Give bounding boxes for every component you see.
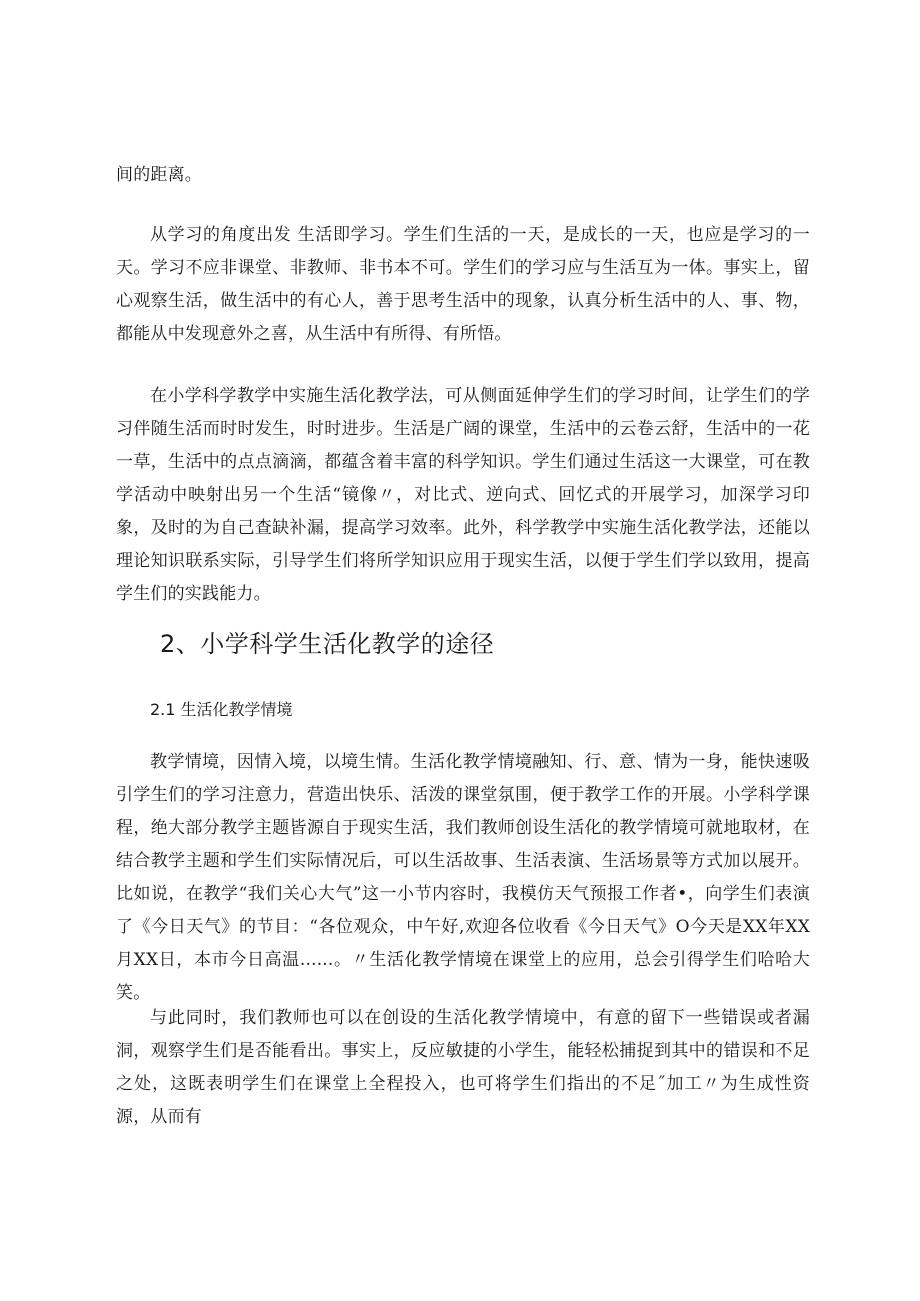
paragraph-continuation: 间的距离。	[116, 165, 202, 185]
paragraph-learning-perspective: 从学习的角度出发 生活即学习。学生们生活的一天，是成长的一天，也应是学习的一天。学习不应非课堂、非教师、非书本不可。学生们的学习应与生活互为一体。事实上，留心观察生活，做生活中的有心人，善于思考生活中的现象，认真分析生活中的人、事、物，都能从中发现意外之喜，从生活中有所得、有所悟。	[116, 225, 810, 344]
subsection-heading: 2.1 生活化教学情境	[150, 700, 293, 719]
paragraph-teaching-situation: 教学情境，因情入境，以境生情。生活化教学情境融知、行、意、情为一身，能快速吸引学生们的学习注意力，营造出快乐、活泼的课堂氛围，便于教学工作的开展。小学科学课程，绝大部分教学主题皆源自于现实生活，我们教师创设生活化的教学情境可就地取材，在结合教学主题和学生们实际情况后，可以生活故事、生活表演、生活场景等方式加以展开。比如说，在教学“我们关心大气”这一小节内容时，我模仿天气预报工作者•，向学生们表演了《今日天气》的节目：“各位观众，中午好,欢迎各位收看《今日天气》O今天是XX年XX月XX日，本市今日高温......。〃生活化教学情境在课堂上的应用，总会引得学生们哈哈大笑。	[116, 752, 810, 1003]
section-heading: 2、小学科学生活化教学的途径	[160, 630, 495, 658]
paragraph-deliberate-errors: 与此同时，我们教师也可以在创设的生活化教学情境中，有意的留下一些错误或者漏洞，观察学生们是否能看出。事实上，反应敏捷的小学生，能轻松捕捉到其中的错误和不足之处，这既表明学生们在课堂上全程投入，也可将学生们指出的不足˝加工〃为生成性资源，从而有	[116, 1008, 810, 1127]
paragraph-life-teaching-method: 在小学科学教学中实施生活化教学法，可从侧面延伸学生们的学习时间，让学生们的学习伴随生活而时时发生，时时进步。生活是广阔的课堂，生活中的云卷云舒，生活中的一花一草，生活中的点点滴滴，都蕴含着丰富的科学知识。学生们通过生活这一大课堂，可在教学活动中映射出另一个生活“镜像〃，对比式、逆向式、回忆式的开展学习，加深学习印象，及时的为自己查缺补漏，提高学习效率。此外，科学教学中实施生活化教学法，还能以理论知识联系实际，引导学生们将所学知识应用于现实生活，以便于学生们学以致用，提高学生们的实践能力。	[116, 386, 810, 604]
